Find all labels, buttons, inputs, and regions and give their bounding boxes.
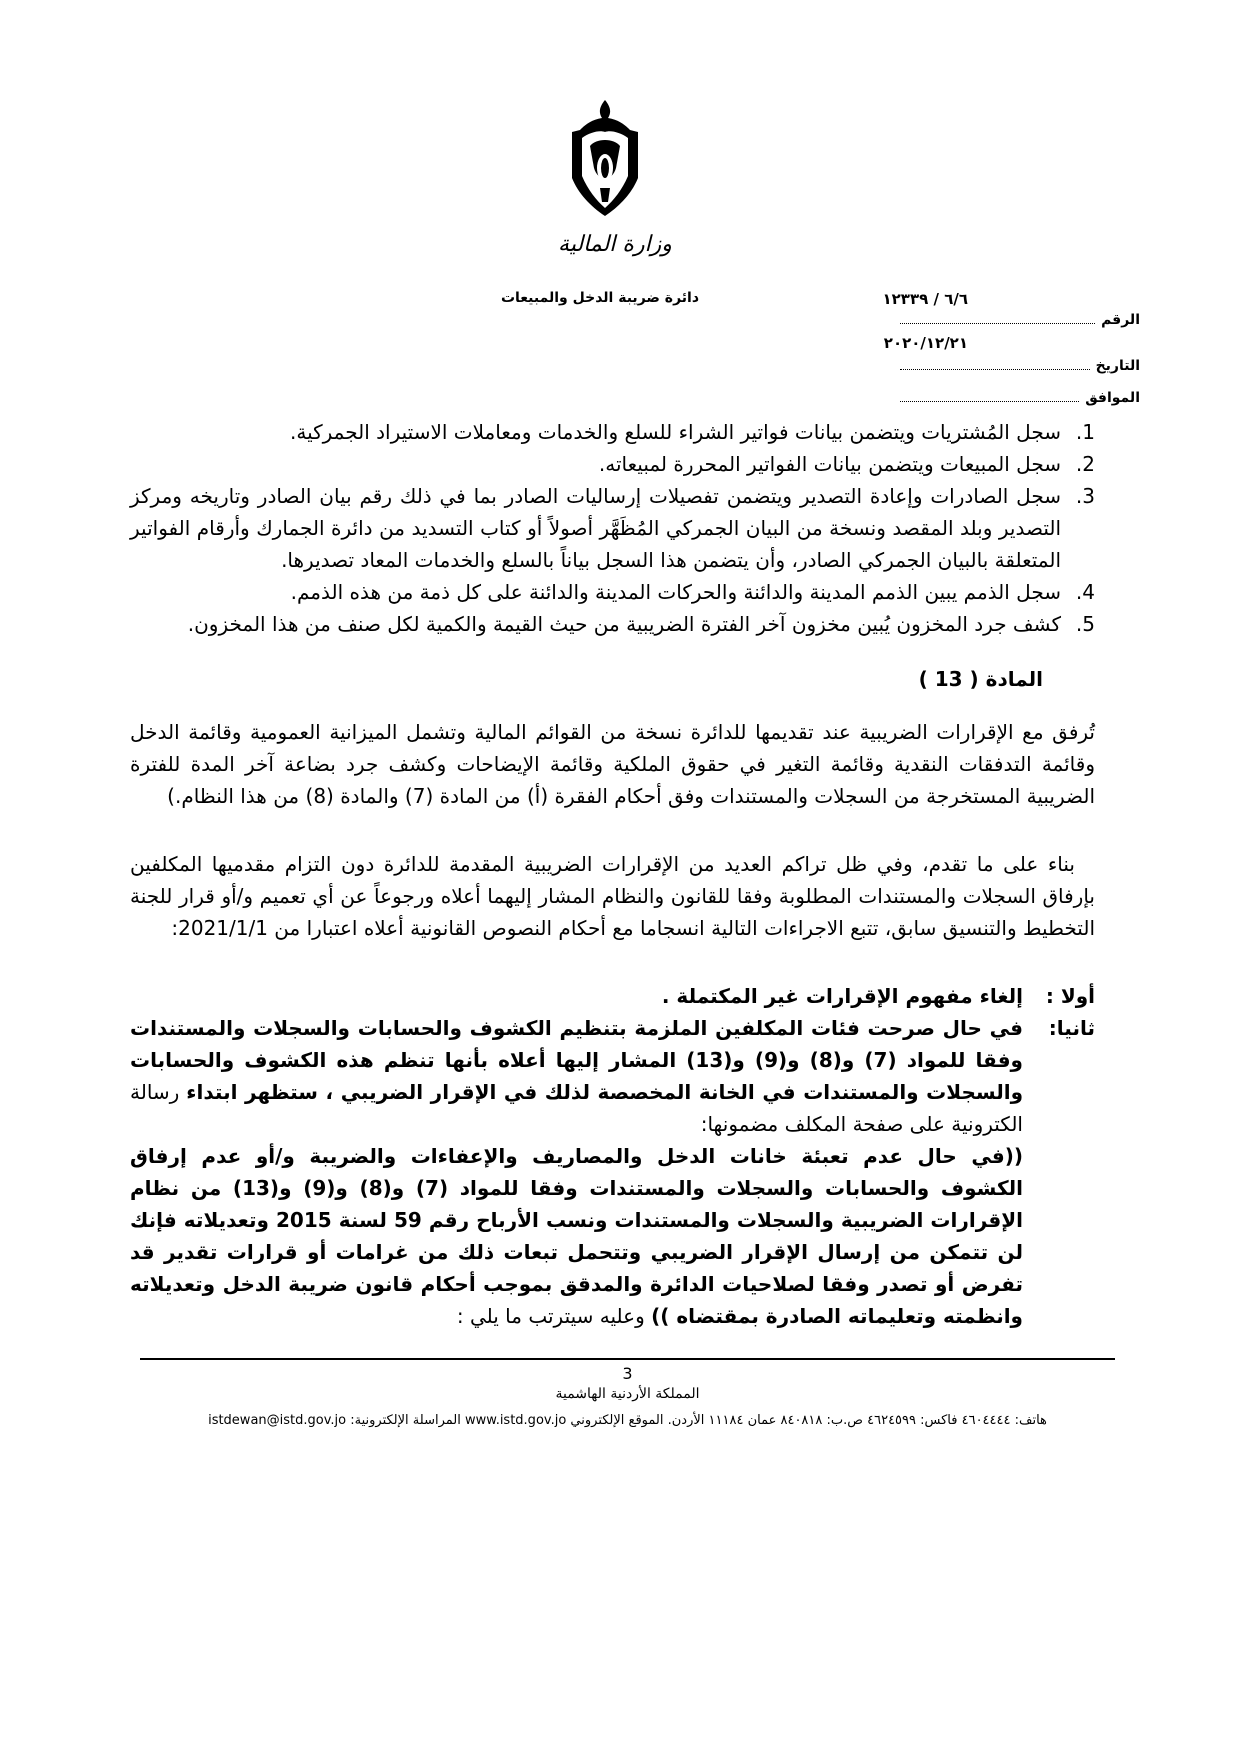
- page-number: 3: [622, 1364, 633, 1383]
- date-value: ٢٠٢٠/١٢/٢١: [883, 334, 968, 352]
- footer: [100, 1358, 1155, 1430]
- corresponding-label: الموافق: [1085, 390, 1140, 406]
- article-heading: المادة ( 13 ): [918, 667, 1043, 691]
- corresponding-date-field: [900, 390, 1140, 407]
- jordan-coat-of-arms-emblem: [560, 98, 650, 218]
- procedures-section: [130, 980, 1095, 1332]
- second-procedure: ثانيا: في حال صرحت فئات المكلفين الملزمة بتنظيم الكشوف والحسابات والسجلات والمستندات وفقا للمواد (7) و(8) و(9) و(13) المشار إليها أعلاه بأنها تنظم هذه الكشوف والحسابات والسجلات والمستندات في الخانة المخصصة لذلك في الإقرار الضريبي ، ستظهر ابتداء رسالة الكترونية على صفحة المكلف مضمونها: ((في حال عدم تعبئة خانات الدخل والمصاريف والإعفاءات والضريبة و/أو عدم إرفاق الكشوف والحسابات والسجلات والمستندات وفقا للمواد (7) و(8) و(9) و(13) من نظام الإقرارات الضريبية والسجلات والمستندات ونسب الأرباح رقم 59 لسنة 2015 وتعديلاته فإنك لن تتمكن من إرسال الإقرار الضريبي وتتحمل تبعات ذلك من غرامات أو قرارات تقدير قد تفرض أو تصدر وفقا لصلاحيات الدائرة والمدقق بموجب أحكام قانون ضريبة الدخل وتعديلاته وانظمته وتعليماته الصادرة بمقتضاه )) وعليه سيترتب ما يلي :: [130, 1016, 1095, 1328]
- date-label: التاريخ: [1095, 358, 1140, 374]
- list-item: 1. سجل المُشتريات ويتضمن بيانات فواتير الشراء للسلع والخدمات ومعاملات الاستيراد الجمركية.: [290, 420, 1095, 444]
- records-list: [130, 416, 1095, 640]
- list-item: 5. كشف جرد المخزون يُبين مخزون آخر الفترة الضريبية من حيث القيمة والكمية لكل صنف من هذا المخزون.: [187, 612, 1095, 636]
- electronic-message: ((في حال عدم تعبئة خانات الدخل والمصاريف والإعفاءات والضريبة و/أو عدم إرفاق الكشوف والحسابات والسجلات والمستندات وفقا للمواد (7) و(8) و(9) و(13) من نظام الإقرارات الضريبية والسجلات والمستندات ونسب الأرباح رقم 59 لسنة 2015 وتعديلاته فإنك لن تتمكن من إرسال الإقرار الضريبي وتتحمل تبعات ذلك من غرامات أو قرارات تقدير قد تفرض أو تصدر وفقا لصلاحيات الدائرة والمدقق بموجب أحكام قانون ضريبة الدخل وتعديلاته وانظمته وتعليماته الصادرة بمقتضاه )): [130, 1144, 1023, 1328]
- letter-body: [130, 416, 1095, 1450]
- reference-label: الرقم: [1101, 312, 1140, 328]
- paragraph-procedures: بناء على ما تقدم، وفي ظل تراكم العديد من الإقرارات الضريبية المقدمة للدائرة دون التزام مقدميها المكلفين بإرفاق السجلات والمستندات المطلوبة وفقا للقانون والنظام المشار إليهما أعلاه ورجوعاً عن أي تعميم و/أو قرار للجنة التخطيط والتنسيق سابق، تتبع الاجراءات التالية انسجاما مع أحكام النصوص القانونية أعلاه اعتبارا من 2021/1/1:: [130, 852, 1095, 940]
- department-name: دائرة ضريبة الدخل والمبيعات: [500, 290, 700, 306]
- list-item: 4. سجل الذمم يبين الذمم المدينة والدائنة والحركات المدينة والدائنة على كل ذمة من هذه الذمم.: [290, 580, 1095, 604]
- list-item: 2. سجل المبيعات ويتضمن بيانات الفواتير المحررة لمبيعاته.: [598, 452, 1095, 476]
- first-procedure: أولا : إلغاء مفهوم الإقرارات غير المكتملة .: [661, 984, 1095, 1008]
- date-field: [900, 358, 1140, 375]
- footer-divider: [140, 1358, 1115, 1360]
- contact-info: هاتف: ٤٦٠٤٤٤٤ فاكس: ٤٦٢٤٥٩٩ ص.ب: ٨٤٠٨١٨ عمان ١١١٨٤ الأردن. الموقع الإلكتروني www.istd.gov.jo المراسلة الإلكترونية: istdewan@istd.gov.jo: [208, 1413, 1047, 1428]
- kingdom-name: المملكة الأردنية الهاشمية: [555, 1386, 700, 1402]
- paragraph-article-13: تُرفق مع الإقرارات الضريبية عند تقديمها للدائرة نسخة من القوائم المالية وتشمل الميزانية العمومية وقائمة الدخل وقائمة التدفقات النقدية وقائمة التغير في حقوق الملكية وقائمة الإيضاحات وكشف جرد بضاعة آخر المدة للفترة الضريبية المستخرجة من السجلات والمستندات وفق أحكام الفقرة (أ) من المادة (7) والمادة (8) من هذا النظام.): [130, 720, 1095, 808]
- list-item: 3. سجل الصادرات وإعادة التصدير ويتضمن تفصيلات إرساليات الصادر بما في ذلك رقم بيان الصادر وتاريخه ومركز التصدير وبلد المقصد ونسخة من البيان الجمركي المُظَهَّر أصولاً أو كتاب التسديد من دائرة الجمارك وأرقام الفواتير المتعلقة بالبيان الجمركي الصادر، وأن يتضمن هذا السجل بياناً بالسلع والخدمات المعاد تصديرها.: [130, 484, 1095, 572]
- ministry-name-logo: وزارة المالية: [558, 232, 672, 257]
- reference-number: ٦/٦ / ١٢٣٣٩: [882, 290, 968, 308]
- reference-field: [900, 312, 1140, 329]
